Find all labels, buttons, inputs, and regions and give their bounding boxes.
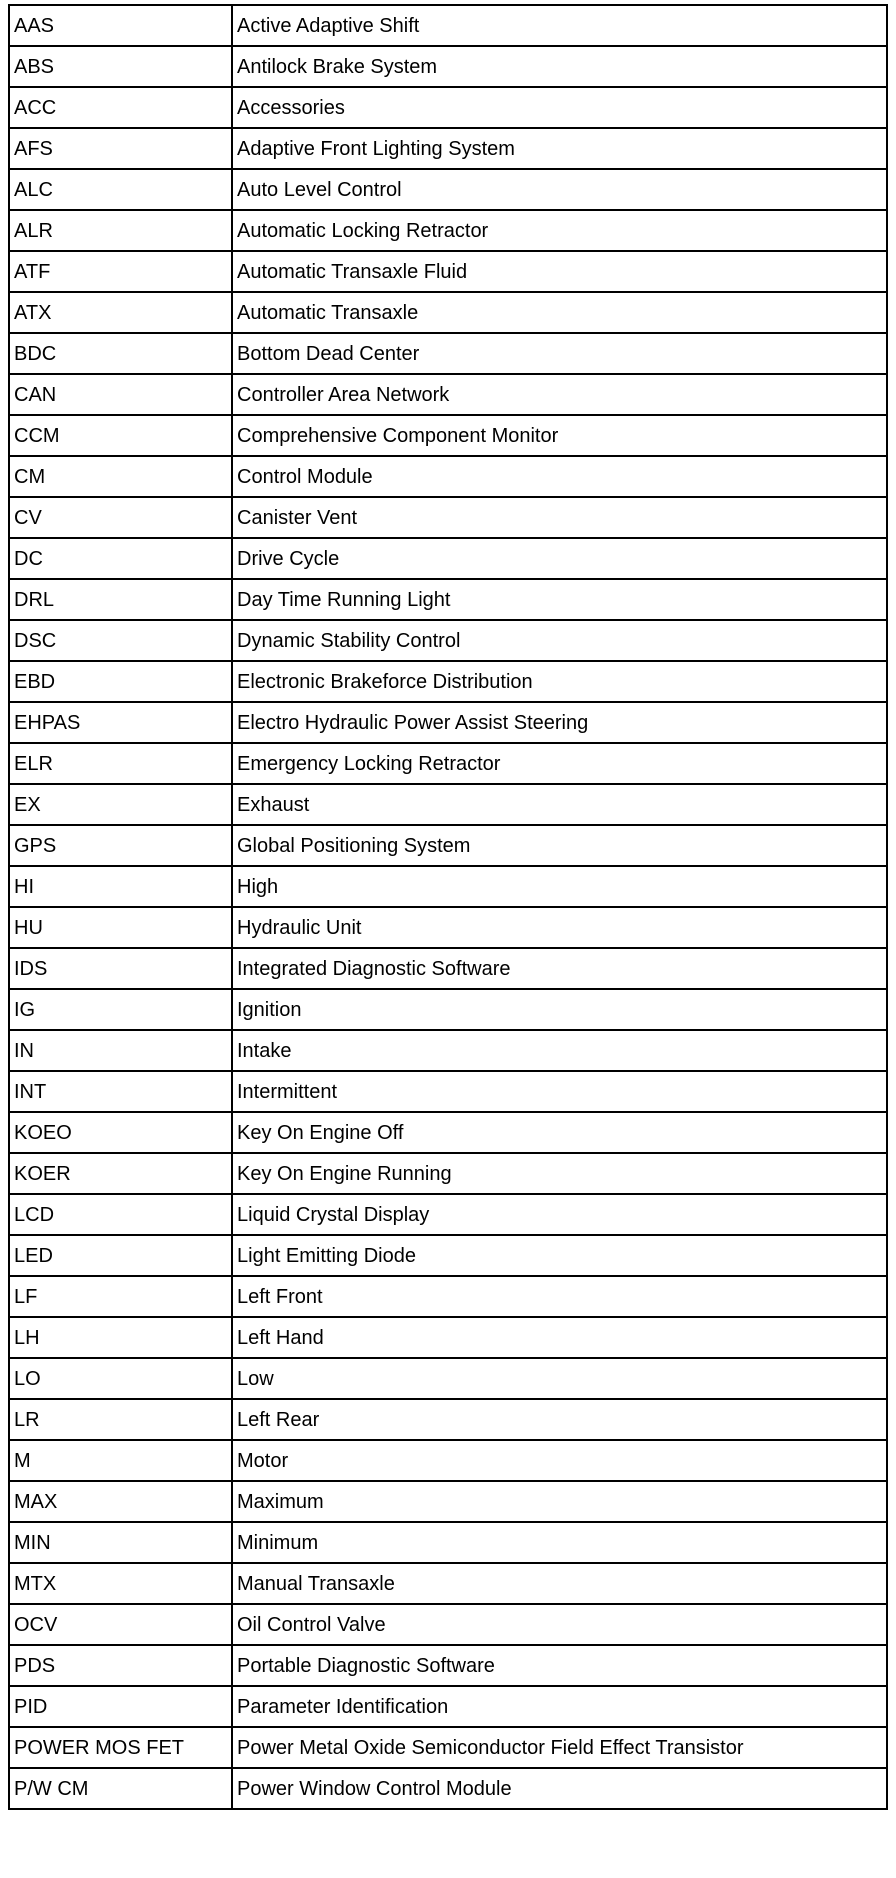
- abbreviation-cell: OCV: [9, 1604, 232, 1645]
- meaning-cell: Exhaust: [232, 784, 887, 825]
- abbreviation-cell: IG: [9, 989, 232, 1030]
- table-row: [9, 1645, 887, 1686]
- meaning-cell: Oil Control Valve: [232, 1604, 887, 1645]
- meaning-cell: Left Rear: [232, 1399, 887, 1440]
- table-row: [9, 1112, 887, 1153]
- table-row: [9, 989, 887, 1030]
- meaning-cell: Day Time Running Light: [232, 579, 887, 620]
- meaning-cell: Dynamic Stability Control: [232, 620, 887, 661]
- meaning-cell: Low: [232, 1358, 887, 1399]
- meaning-cell: Left Front: [232, 1276, 887, 1317]
- abbreviation-cell: KOER: [9, 1153, 232, 1194]
- meaning-cell: Left Hand: [232, 1317, 887, 1358]
- abbreviation-page: [8, 4, 886, 1810]
- abbreviation-cell: MIN: [9, 1522, 232, 1563]
- abbreviation-cell: HU: [9, 907, 232, 948]
- table-row: [9, 1276, 887, 1317]
- abbreviation-cell: LF: [9, 1276, 232, 1317]
- table-row: [9, 1399, 887, 1440]
- meaning-cell: Comprehensive Component Monitor: [232, 415, 887, 456]
- table-row: [9, 620, 887, 661]
- meaning-cell: Motor: [232, 1440, 887, 1481]
- meaning-cell: Active Adaptive Shift: [232, 5, 887, 46]
- meaning-cell: Key On Engine Off: [232, 1112, 887, 1153]
- table-row: [9, 661, 887, 702]
- abbreviation-cell: LO: [9, 1358, 232, 1399]
- table-row: [9, 497, 887, 538]
- abbreviation-table-body: [9, 5, 887, 1809]
- meaning-cell: Auto Level Control: [232, 169, 887, 210]
- abbreviation-cell: CAN: [9, 374, 232, 415]
- meaning-cell: Drive Cycle: [232, 538, 887, 579]
- abbreviation-cell: ACC: [9, 87, 232, 128]
- table-row: [9, 128, 887, 169]
- abbreviation-cell: ELR: [9, 743, 232, 784]
- meaning-cell: Power Metal Oxide Semiconductor Field Effect Transistor: [232, 1727, 887, 1768]
- table-row: [9, 415, 887, 456]
- table-row: [9, 948, 887, 989]
- table-row: [9, 1194, 887, 1235]
- meaning-cell: Electronic Brakeforce Distribution: [232, 661, 887, 702]
- abbreviation-cell: GPS: [9, 825, 232, 866]
- table-row: [9, 333, 887, 374]
- abbreviation-cell: CV: [9, 497, 232, 538]
- abbreviation-cell: ALC: [9, 169, 232, 210]
- abbreviation-cell: ALR: [9, 210, 232, 251]
- meaning-cell: Hydraulic Unit: [232, 907, 887, 948]
- meaning-cell: Ignition: [232, 989, 887, 1030]
- table-row: [9, 1481, 887, 1522]
- meaning-cell: Controller Area Network: [232, 374, 887, 415]
- abbreviation-cell: KOEO: [9, 1112, 232, 1153]
- table-row: [9, 1563, 887, 1604]
- abbreviation-cell: LCD: [9, 1194, 232, 1235]
- abbreviation-cell: LH: [9, 1317, 232, 1358]
- abbreviation-cell: EHPAS: [9, 702, 232, 743]
- meaning-cell: Automatic Locking Retractor: [232, 210, 887, 251]
- table-row: [9, 374, 887, 415]
- meaning-cell: Emergency Locking Retractor: [232, 743, 887, 784]
- table-row: [9, 292, 887, 333]
- table-row: [9, 1235, 887, 1276]
- table-row: [9, 1727, 887, 1768]
- abbreviation-cell: BDC: [9, 333, 232, 374]
- abbreviation-table: [8, 4, 888, 1810]
- table-row: [9, 87, 887, 128]
- table-row: [9, 1071, 887, 1112]
- meaning-cell: Maximum: [232, 1481, 887, 1522]
- meaning-cell: Electro Hydraulic Power Assist Steering: [232, 702, 887, 743]
- table-row: [9, 1030, 887, 1071]
- table-row: [9, 538, 887, 579]
- abbreviation-cell: EBD: [9, 661, 232, 702]
- meaning-cell: Intake: [232, 1030, 887, 1071]
- table-row: [9, 456, 887, 497]
- table-row: [9, 1604, 887, 1645]
- abbreviation-cell: AFS: [9, 128, 232, 169]
- abbreviation-cell: DRL: [9, 579, 232, 620]
- table-row: [9, 1686, 887, 1727]
- meaning-cell: Adaptive Front Lighting System: [232, 128, 887, 169]
- abbreviation-cell: CCM: [9, 415, 232, 456]
- table-row: [9, 743, 887, 784]
- abbreviation-cell: DSC: [9, 620, 232, 661]
- meaning-cell: Minimum: [232, 1522, 887, 1563]
- meaning-cell: Liquid Crystal Display: [232, 1194, 887, 1235]
- table-row: [9, 1153, 887, 1194]
- abbreviation-cell: POWER MOS FET: [9, 1727, 232, 1768]
- table-row: [9, 210, 887, 251]
- abbreviation-cell: EX: [9, 784, 232, 825]
- table-row: [9, 1358, 887, 1399]
- meaning-cell: Intermittent: [232, 1071, 887, 1112]
- table-row: [9, 907, 887, 948]
- meaning-cell: Parameter Identification: [232, 1686, 887, 1727]
- abbreviation-cell: LED: [9, 1235, 232, 1276]
- abbreviation-cell: ABS: [9, 46, 232, 87]
- meaning-cell: Portable Diagnostic Software: [232, 1645, 887, 1686]
- table-row: [9, 5, 887, 46]
- table-row: [9, 825, 887, 866]
- meaning-cell: Light Emitting Diode: [232, 1235, 887, 1276]
- meaning-cell: Manual Transaxle: [232, 1563, 887, 1604]
- table-row: [9, 579, 887, 620]
- meaning-cell: Accessories: [232, 87, 887, 128]
- table-row: [9, 46, 887, 87]
- meaning-cell: Antilock Brake System: [232, 46, 887, 87]
- abbreviation-cell: CM: [9, 456, 232, 497]
- meaning-cell: Key On Engine Running: [232, 1153, 887, 1194]
- meaning-cell: Power Window Control Module: [232, 1768, 887, 1809]
- abbreviation-cell: AAS: [9, 5, 232, 46]
- abbreviation-cell: LR: [9, 1399, 232, 1440]
- table-row: [9, 1522, 887, 1563]
- abbreviation-cell: IDS: [9, 948, 232, 989]
- abbreviation-cell: DC: [9, 538, 232, 579]
- table-row: [9, 866, 887, 907]
- meaning-cell: Global Positioning System: [232, 825, 887, 866]
- abbreviation-cell: ATX: [9, 292, 232, 333]
- abbreviation-cell: MTX: [9, 1563, 232, 1604]
- table-row: [9, 251, 887, 292]
- table-row: [9, 1768, 887, 1809]
- table-row: [9, 1440, 887, 1481]
- meaning-cell: Bottom Dead Center: [232, 333, 887, 374]
- meaning-cell: Automatic Transaxle Fluid: [232, 251, 887, 292]
- abbreviation-cell: INT: [9, 1071, 232, 1112]
- meaning-cell: High: [232, 866, 887, 907]
- abbreviation-cell: M: [9, 1440, 232, 1481]
- abbreviation-cell: P/W CM: [9, 1768, 232, 1809]
- abbreviation-cell: PID: [9, 1686, 232, 1727]
- abbreviation-cell: IN: [9, 1030, 232, 1071]
- meaning-cell: Canister Vent: [232, 497, 887, 538]
- abbreviation-cell: PDS: [9, 1645, 232, 1686]
- table-row: [9, 1317, 887, 1358]
- abbreviation-cell: MAX: [9, 1481, 232, 1522]
- abbreviation-cell: HI: [9, 866, 232, 907]
- meaning-cell: Control Module: [232, 456, 887, 497]
- meaning-cell: Automatic Transaxle: [232, 292, 887, 333]
- table-row: [9, 702, 887, 743]
- table-row: [9, 784, 887, 825]
- abbreviation-cell: ATF: [9, 251, 232, 292]
- meaning-cell: Integrated Diagnostic Software: [232, 948, 887, 989]
- table-row: [9, 169, 887, 210]
